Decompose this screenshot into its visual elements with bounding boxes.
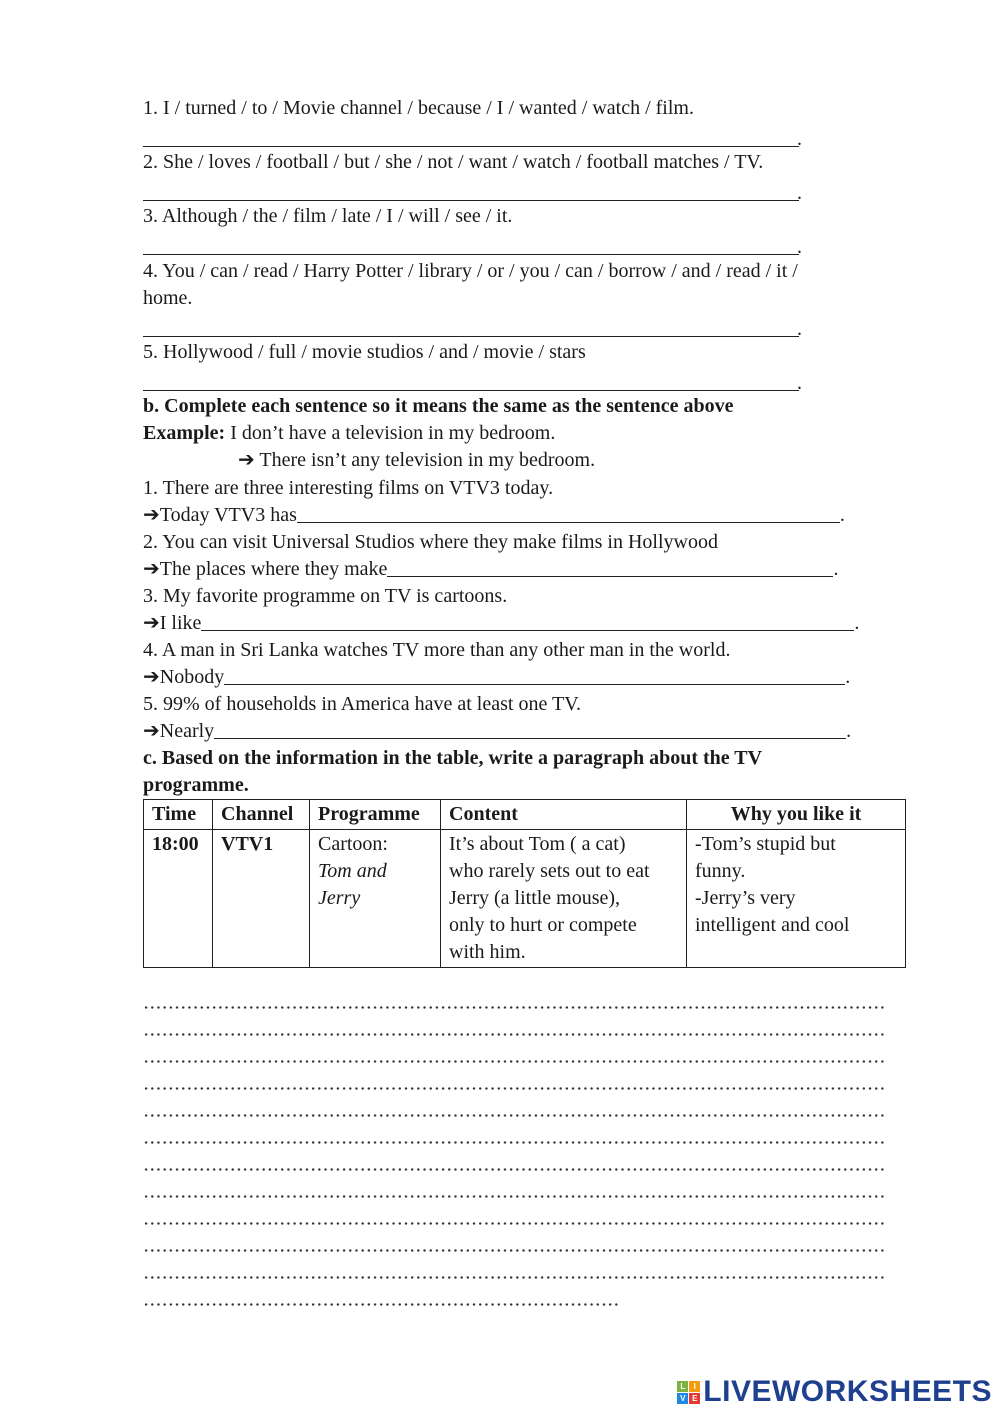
rewrite-b2-prompt: ➔The places where they make xyxy=(143,558,388,580)
exercise-b-item-1: 1. There are three interesting films on VTV3 today. xyxy=(143,477,554,499)
content-line: who rarely sets out to eat xyxy=(449,860,650,882)
example-text: I don’t have a television in my bedroom. xyxy=(225,422,556,444)
writing-line-6[interactable] xyxy=(143,1141,885,1144)
content-line: It’s about Tom ( a cat) xyxy=(449,833,626,855)
cell-channel: VTV1 xyxy=(213,830,310,968)
section-c-heading: c. Based on the information in the table, write a paragraph about the TV xyxy=(143,747,763,769)
programme-label: Cartoon: xyxy=(318,833,388,855)
example-line xyxy=(143,421,555,445)
period-mark: . xyxy=(854,612,860,634)
period-mark: . xyxy=(846,720,852,742)
liveworksheets-logo xyxy=(677,1375,992,1409)
table-row xyxy=(144,830,906,968)
rewrite-b2 xyxy=(143,557,838,581)
rewrite-b1-prompt: ➔Today VTV3 has xyxy=(143,504,297,526)
cell-content xyxy=(441,830,687,968)
header-time: Time xyxy=(144,800,213,830)
period-mark: . xyxy=(797,372,802,394)
logo-mark-letter: I xyxy=(689,1381,700,1392)
programme-title-1: Tom and xyxy=(318,860,387,882)
section-b-heading: b. Complete each sentence so it means the same as the sentence above xyxy=(143,395,734,417)
exercise-a-item-3: 3. Although / the / film / late / I / will / see / it. xyxy=(143,205,513,227)
period-mark: . xyxy=(797,236,802,258)
rewrite-b5 xyxy=(143,719,851,743)
writing-line-9[interactable] xyxy=(143,1222,885,1225)
period-mark: . xyxy=(833,558,839,580)
answer-line-a4[interactable] xyxy=(143,336,799,337)
answer-blank-b2[interactable] xyxy=(387,575,833,577)
period-mark: . xyxy=(797,318,802,340)
answer-blank-b5[interactable] xyxy=(214,737,846,739)
exercise-b-item-2: 2. You can visit Universal Studios where they make films in Hollywood xyxy=(143,531,718,553)
writing-line-2[interactable] xyxy=(143,1033,885,1036)
rewrite-b5-prompt: ➔Nearly xyxy=(143,720,215,742)
why-line: intelligent and cool xyxy=(695,914,850,936)
content-line: with him. xyxy=(449,941,526,963)
rewrite-b4-prompt: ➔Nobody xyxy=(143,666,225,688)
cell-programme xyxy=(310,830,441,968)
logo-mark-letter: E xyxy=(689,1393,700,1404)
writing-line-11[interactable] xyxy=(143,1276,885,1279)
writing-line-1[interactable] xyxy=(143,1006,885,1009)
exercise-a-item-4: 4. You / can / read / Harry Potter / library / or / you / can / borrow / and / read / it / xyxy=(143,260,798,282)
why-line: funny. xyxy=(695,860,746,882)
answer-blank-b3[interactable] xyxy=(201,629,854,631)
period-mark: . xyxy=(797,182,802,204)
why-line: -Jerry’s very xyxy=(695,887,796,909)
logo-mark-letter: V xyxy=(677,1393,688,1404)
period-mark: . xyxy=(797,128,802,150)
rewrite-b1 xyxy=(143,503,845,527)
answer-blank-b4[interactable] xyxy=(224,683,845,685)
exercise-a-item-2: 2. She / loves / football / but / she / not / want / watch / football matches / TV. xyxy=(143,151,764,173)
period-mark: . xyxy=(839,504,845,526)
exercise-b-item-4: 4. A man in Sri Lanka watches TV more than any other man in the world. xyxy=(143,639,731,661)
period-mark: . xyxy=(845,666,851,688)
writing-line-12[interactable] xyxy=(143,1303,621,1306)
writing-line-7[interactable] xyxy=(143,1168,885,1171)
exercise-a-item-5: 5. Hollywood / full / movie studios / and / movie / stars xyxy=(143,341,586,363)
content-line: only to hurt or compete xyxy=(449,914,637,936)
writing-line-4[interactable] xyxy=(143,1087,885,1090)
programme-title-2: Jerry xyxy=(318,887,361,909)
exercise-a-item-1: 1. I / turned / to / Movie channel / because / I / wanted / watch / film. xyxy=(143,97,694,119)
exercise-a-item-4-cont: home. xyxy=(143,287,193,309)
writing-line-3[interactable] xyxy=(143,1060,885,1063)
logo-mark-letter: L xyxy=(677,1381,688,1392)
writing-line-8[interactable] xyxy=(143,1195,885,1198)
logo-mark-icon xyxy=(677,1381,700,1404)
cell-why xyxy=(687,830,906,968)
answer-line-a2[interactable] xyxy=(143,200,799,201)
example-answer: ➔ There isn’t any television in my bedroom. xyxy=(238,449,596,471)
rewrite-b3 xyxy=(143,611,859,635)
section-c-heading-cont: programme. xyxy=(143,774,249,796)
rewrite-b3-prompt: ➔I like xyxy=(143,612,202,634)
header-content: Content xyxy=(441,800,687,830)
example-label: Example: xyxy=(143,422,226,444)
answer-line-a1[interactable] xyxy=(143,146,799,147)
writing-line-5[interactable] xyxy=(143,1114,885,1117)
table-header-row xyxy=(144,800,906,830)
tv-programme-table xyxy=(143,799,906,968)
answer-line-a3[interactable] xyxy=(143,254,799,255)
rewrite-b4 xyxy=(143,665,850,689)
content-line: Jerry (a little mouse), xyxy=(449,887,621,909)
logo-text: LIVEWORKSHEETS xyxy=(703,1375,992,1408)
answer-line-a5[interactable] xyxy=(143,390,799,391)
exercise-b-item-5: 5. 99% of households in America have at least one TV. xyxy=(143,693,582,715)
why-line: -Tom’s stupid but xyxy=(695,833,836,855)
exercise-b-item-3: 3. My favorite programme on TV is cartoons. xyxy=(143,585,508,607)
header-why: Why you like it xyxy=(687,800,906,830)
cell-time: 18:00 xyxy=(144,830,213,968)
header-programme: Programme xyxy=(310,800,441,830)
header-channel: Channel xyxy=(213,800,310,830)
answer-blank-b1[interactable] xyxy=(297,521,840,523)
writing-line-10[interactable] xyxy=(143,1249,885,1252)
